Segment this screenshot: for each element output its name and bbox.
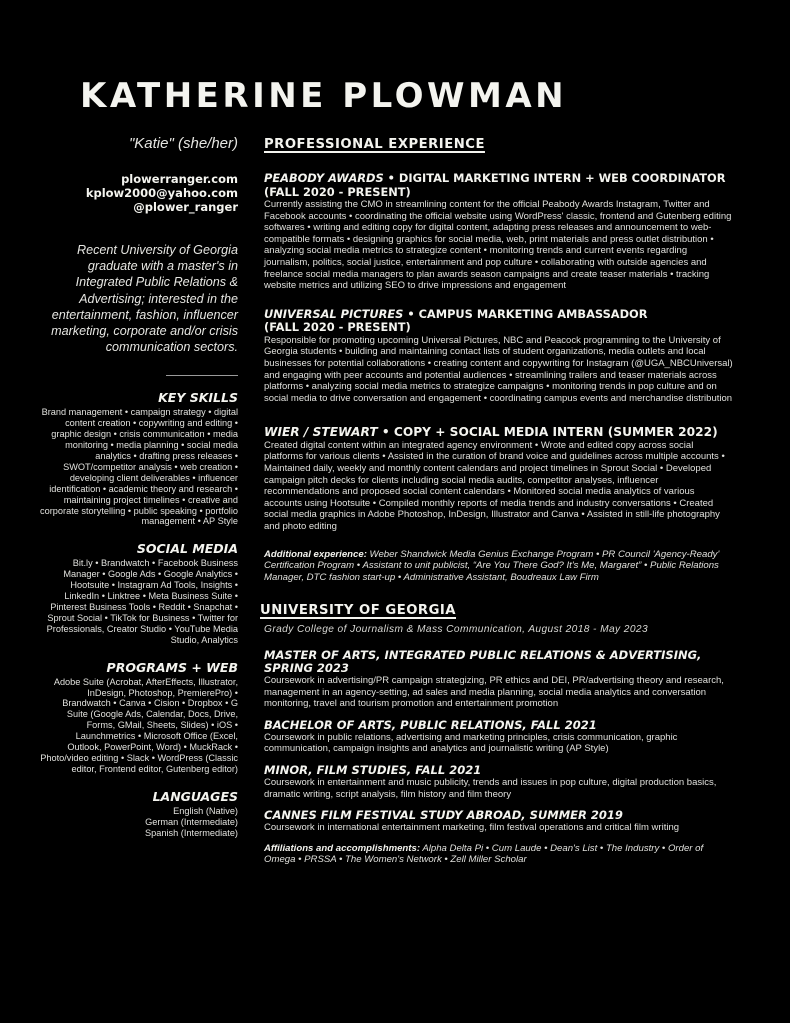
job-title (264, 172, 734, 199)
job-title (264, 426, 734, 440)
main-content (260, 137, 734, 866)
degree-title: MINOR, FILM STUDIES, FALL 2021 (264, 763, 482, 778)
section-body: Bit.ly • Brandwatch • Facebook Business Manager • Google Ads • Google Analytics • Hootsuite • Instagram Ad Tools, Insights • LinkedIn • Linktree • Meta Business Suite • Pinterest Business Tools • Reddit • Snapchat • Sprout Social • TikTok for Business • Twitter for Professionals, Creator Studio • YouTube Media Studio, Analytics (46, 558, 238, 645)
language-item: German (Intermediate) (145, 816, 238, 827)
additional-text: Weber Shandwick Media Genius Exchange Program • PR Council 'Agency-Ready' Certification Program • Assistant to unit publicist, “Are You There God? It's Me, Margaret” • Public Relations Manager, DTC fashion start-up • Administrative Assistant, Boudreaux Law Firm (264, 548, 720, 583)
job-role: • DIGITAL MARKETING INTERN + WEB COORDINATOR (387, 171, 726, 185)
section-heading: LANGUAGES (152, 788, 238, 804)
key-skills-section (40, 390, 238, 527)
section-heading: PROGRAMS + WEB (106, 659, 238, 675)
job-description: Created digital content within an integrated agency environment • Wrote and edited copy across social platforms for various clients • Assisted in the curation of brand voice and guidelines across multiple accounts • Maintained daily, weekly and monthly content calendars and project timelines in Sprout Social • Developed campaign pitch decks for clients including social media audits, competitor analyses, influencer recommendations and proposed social content calendars • Monitored social media analytics of various accounts using Hootsuite • Compiled monthly reports of media trends and industry conversations • Created social media graphics in Adobe Photoshop, InDesign, Illustrator and Canva • Assisted in still-life photography and photo editing (264, 439, 725, 532)
job-entry (264, 308, 734, 405)
degree-entry (264, 649, 734, 710)
additional-experience (264, 549, 734, 584)
degree-entry (264, 719, 734, 755)
degree-description: Coursework in public relations, advertising and marketing principles, crisis communication, graphic communication, campaign insights and analytics and journalistic writing (AP Style) (264, 731, 678, 755)
section-heading: SOCIAL MEDIA (136, 541, 238, 557)
affiliations-text: Alpha Delta Pi • Cum Laude • Dean's List • The Industry • Order of Omega • PRSSA • The Women's Network • Zell Miller Scholar (264, 842, 704, 866)
language-item: Spanish (Intermediate) (145, 827, 238, 838)
job-dates: (FALL 2020 - PRESENT) (264, 184, 411, 199)
degree-description: Coursework in entertainment and music publicity, trends and issues in pop culture, digital production basics, dramatic writing, script analysis, film history and film theory (264, 777, 717, 800)
job-org: WIER / STEWART (264, 425, 378, 440)
degree-title: MASTER OF ARTS, INTEGRATED PUBLIC RELATIONS & ADVERTISING, SPRING 2023 (264, 648, 702, 676)
education-subtitle: Grady College of Journalism & Mass Communication, August 2018 - May 2023 (264, 624, 649, 636)
section-body: Adobe Suite (Acrobat, AfterEffects, Illustrator, InDesign, Photoshop, PremierePro) • Brandwatch • Canva • Cision • Dropbox • G Suite (Google Ads, Calendar, Docs, Drive, Forms, GMail, Sheets, Slides) • iOS • Launchmetrics • Microsoft Office (Excel, Outlook, PowerPoint, Word) • MuckRack • Photo/video editing • Slack • WordPress (Classic editor, Frontend editor, Gutenberg editor) (40, 676, 238, 774)
education-heading: UNIVERSITY OF GEORGIA (260, 603, 457, 619)
profile-summary: Recent University of Georgia graduate with a master's in Integrated Public Relations & Advertising; interested in the entertainment, fashion, influencer marketing, corporate and/or crisis communication sectors. (51, 243, 238, 355)
job-org: UNIVERSAL PICTURES (264, 306, 404, 321)
additional-label: Additional experience: (264, 548, 367, 560)
job-entry (264, 426, 734, 532)
degree-entry (264, 809, 734, 834)
degree-entry (264, 764, 734, 800)
language-item: English (Native) (173, 805, 238, 816)
job-description: Responsible for promoting upcoming Universal Pictures, NBC and Peacock programming to the University of Georgia students • building and maintaining contact lists of student organizations, media outlets and local businesses for potential collaborations • creating content and copywriting for Instagram (@UGA_NBCUniversal) and engaging with peer accounts and potential audiences • streamlining trailers and teaser materials across platforms • analyzing social media metrics to strategize campaigns • monitoring trends in pop culture and on social media to drive conversation and engagement • coordinating campus events and merchandise distribution (264, 334, 733, 404)
degree-description: Coursework in international entertainment marketing, film festival operations and critical film writing (264, 822, 680, 834)
experience-heading: PROFESSIONAL EXPERIENCE (264, 137, 485, 152)
contact-info (40, 172, 238, 214)
job-entry (264, 172, 734, 292)
affiliations-label: Affiliations and accomplishments: (264, 842, 421, 854)
job-title (264, 308, 734, 335)
social-media-section (40, 541, 238, 645)
candidate-name: KATHERINE PLOWMAN (80, 76, 568, 116)
job-role: • COPY + SOCIAL MEDIA INTERN (SUMMER 2022) (381, 425, 718, 440)
social-handle[interactable]: @plower_ranger (133, 200, 238, 214)
nickname-pronouns: "Katie" (she/her) (128, 135, 238, 152)
languages-section (40, 789, 238, 839)
section-body: Brand management • campaign strategy • digital content creation • copywriting and editing • graphic design • crisis communication • media monitoring • media planning • social media analytics • drafting press releases • SWOT/competitor analysis • web creation • developing client deliverables • influencer identification • academic theory and research • maintaining project timelines • creative and corporate storytelling • public speaking • portfolio management • AP Style (40, 407, 238, 527)
degree-description: Coursework in advertising/PR campaign strategizing, PR ethics and DEI, PR/advertising theory and research, management in an agency-setting, ad sales and media planning, social media analytics and conversation monitoring, travel and tourism promotion and entertainment promotion (264, 675, 724, 710)
job-dates: (FALL 2020 - PRESENT) (264, 320, 411, 335)
affiliations (264, 843, 734, 866)
section-heading: KEY SKILLS (158, 390, 238, 406)
job-description: Currently assisting the CMO in streamlining content for the official Peabody Awards Instagram, Twitter and Facebook accounts • coordinating the official website using WordPress' classic, frontend and Gutenberg editing softwares • writing and editing copy for digital content, adapting press releases and announcement to web-compatible formats • designing graphics for social media, web, print materials and press outlet distribution • analyzing social media metrics to strategize content • monitoring trends and current events regarding journalism, politics, social justice, entertainment and pop culture • collaborating with outside agencies and freelance social media managers to plan awards season campaigns and create teaser materials • tracking website metrics and utilizing SEO to drive impressions and engagement (264, 199, 732, 292)
job-role: • CAMPUS MARKETING AMBASSADOR (407, 306, 648, 321)
degree-title: BACHELOR OF ARTS, PUBLIC RELATIONS, FALL 2021 (264, 717, 597, 732)
programs-web-section (40, 660, 238, 775)
email-link[interactable]: kplow2000@yahoo.com (85, 186, 238, 200)
sidebar-divider (166, 375, 238, 376)
degree-title: CANNES FILM FESTIVAL STUDY ABROAD, SUMMER 2019 (264, 808, 623, 823)
job-org: PEABODY AWARDS (264, 171, 384, 185)
website-link[interactable]: plowerranger.com (121, 172, 238, 186)
language-list (40, 806, 238, 839)
sidebar (40, 135, 238, 853)
